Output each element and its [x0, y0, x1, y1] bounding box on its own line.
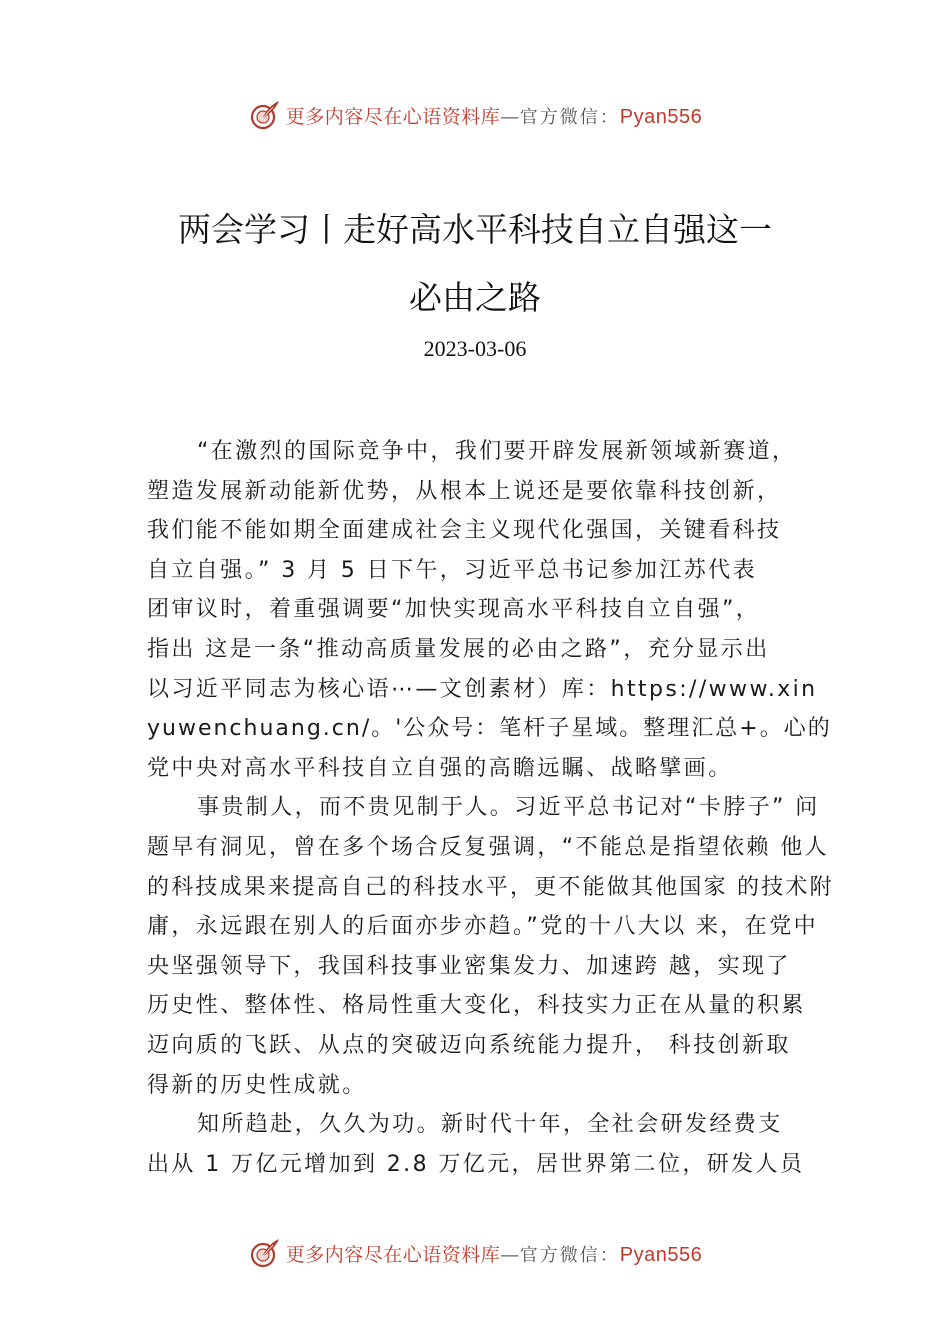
- watermark-dash: —: [500, 1243, 520, 1266]
- body-line: 历史性、整体性、格局性重大变化，科技实力正在从量的积累: [147, 993, 806, 1019]
- watermark-text: [286, 1240, 702, 1267]
- body-line: 党中央对高水平科技自立自强的高瞻远瞩、战略擘画。: [147, 755, 733, 781]
- watermark-wechat-label: 官方微信：: [519, 106, 620, 128]
- body-line: 团审议时，着重强调要“加快实现高水平科技自立自强”，: [147, 597, 761, 623]
- article-title-line-2: 必由之路: [409, 278, 541, 317]
- body-line: 自立自强。” 3 月 5 日下午，习近平总书记参加江苏代表: [147, 557, 757, 583]
- body-line: 庸，永远跟在别人的后面亦步亦趋。”党的十八大以 来，在党中: [147, 914, 818, 940]
- watermark-site-name: 更多内容尽在心语资料库: [285, 105, 501, 128]
- body-line: 的科技成果来提高自己的科技水平，更不能做其他国家 的技术附: [147, 874, 834, 900]
- body-line: 出从 1 万亿元增加到 2.8 万亿元，居世界第二位，研发人员: [147, 1151, 805, 1177]
- body-line: 塑造发展新动能新优势，从根本上说还是要依靠科技创新，: [147, 478, 782, 504]
- body-line: 指出 这是一条“推动高质量发展的必由之路”，充分显示出: [147, 636, 770, 662]
- body-line: 以习近平同志为核心语⋯—文创素材）库：https://www.xin: [147, 676, 818, 702]
- article-body: [147, 432, 837, 1184]
- article-title-line-1: 两会学习丨走好高水平科技自立自强这一: [178, 210, 772, 249]
- body-line: 得新的历史性成就。: [147, 1072, 367, 1098]
- body-line: “在激烈的国际竞争中，我们要开辟发展新领域新赛道，: [197, 439, 797, 464]
- watermark-dash: —: [500, 105, 520, 128]
- body-line: 我们能不能如期全面建成社会主义现代化强国，关键看科技: [147, 518, 782, 544]
- body-line: 央坚强领导下，我国科技事业密集发力、加速跨 越，实现了: [147, 953, 791, 979]
- watermark-wechat-label: 官方微信：: [519, 1244, 620, 1266]
- watermark-text: [286, 102, 702, 129]
- body-line: 事贵制人，而不贵见制于人。习近平总书记对“卡脖子” 问: [197, 795, 820, 821]
- quill-logo-icon: [248, 98, 282, 132]
- watermark-wechat-id: Pyan556: [619, 1243, 703, 1266]
- body-line: yuwenchuang.cn/。'公众号：笔杆子星域。整理汇总+。心的: [147, 716, 832, 742]
- body-line: 迈向质的飞跃、从点的突破迈向系统能力提升， 科技创新取: [147, 1032, 791, 1058]
- watermark-site-name: 更多内容尽在心语资料库: [285, 1243, 501, 1266]
- body-line: 题早有洞见，曾在多个场合反复强调，“不能总是指望依赖 他人: [147, 834, 829, 860]
- watermark-banner-top: [0, 95, 950, 135]
- body-line: 知所趋赴，久久为功。新时代十年，全社会研发经费支: [197, 1112, 783, 1138]
- watermark-wechat-id: Pyan556: [619, 105, 703, 128]
- quill-logo-icon: [248, 1236, 282, 1270]
- article-date: 2023-03-06: [423, 336, 527, 361]
- watermark-banner-bottom: [0, 1233, 950, 1273]
